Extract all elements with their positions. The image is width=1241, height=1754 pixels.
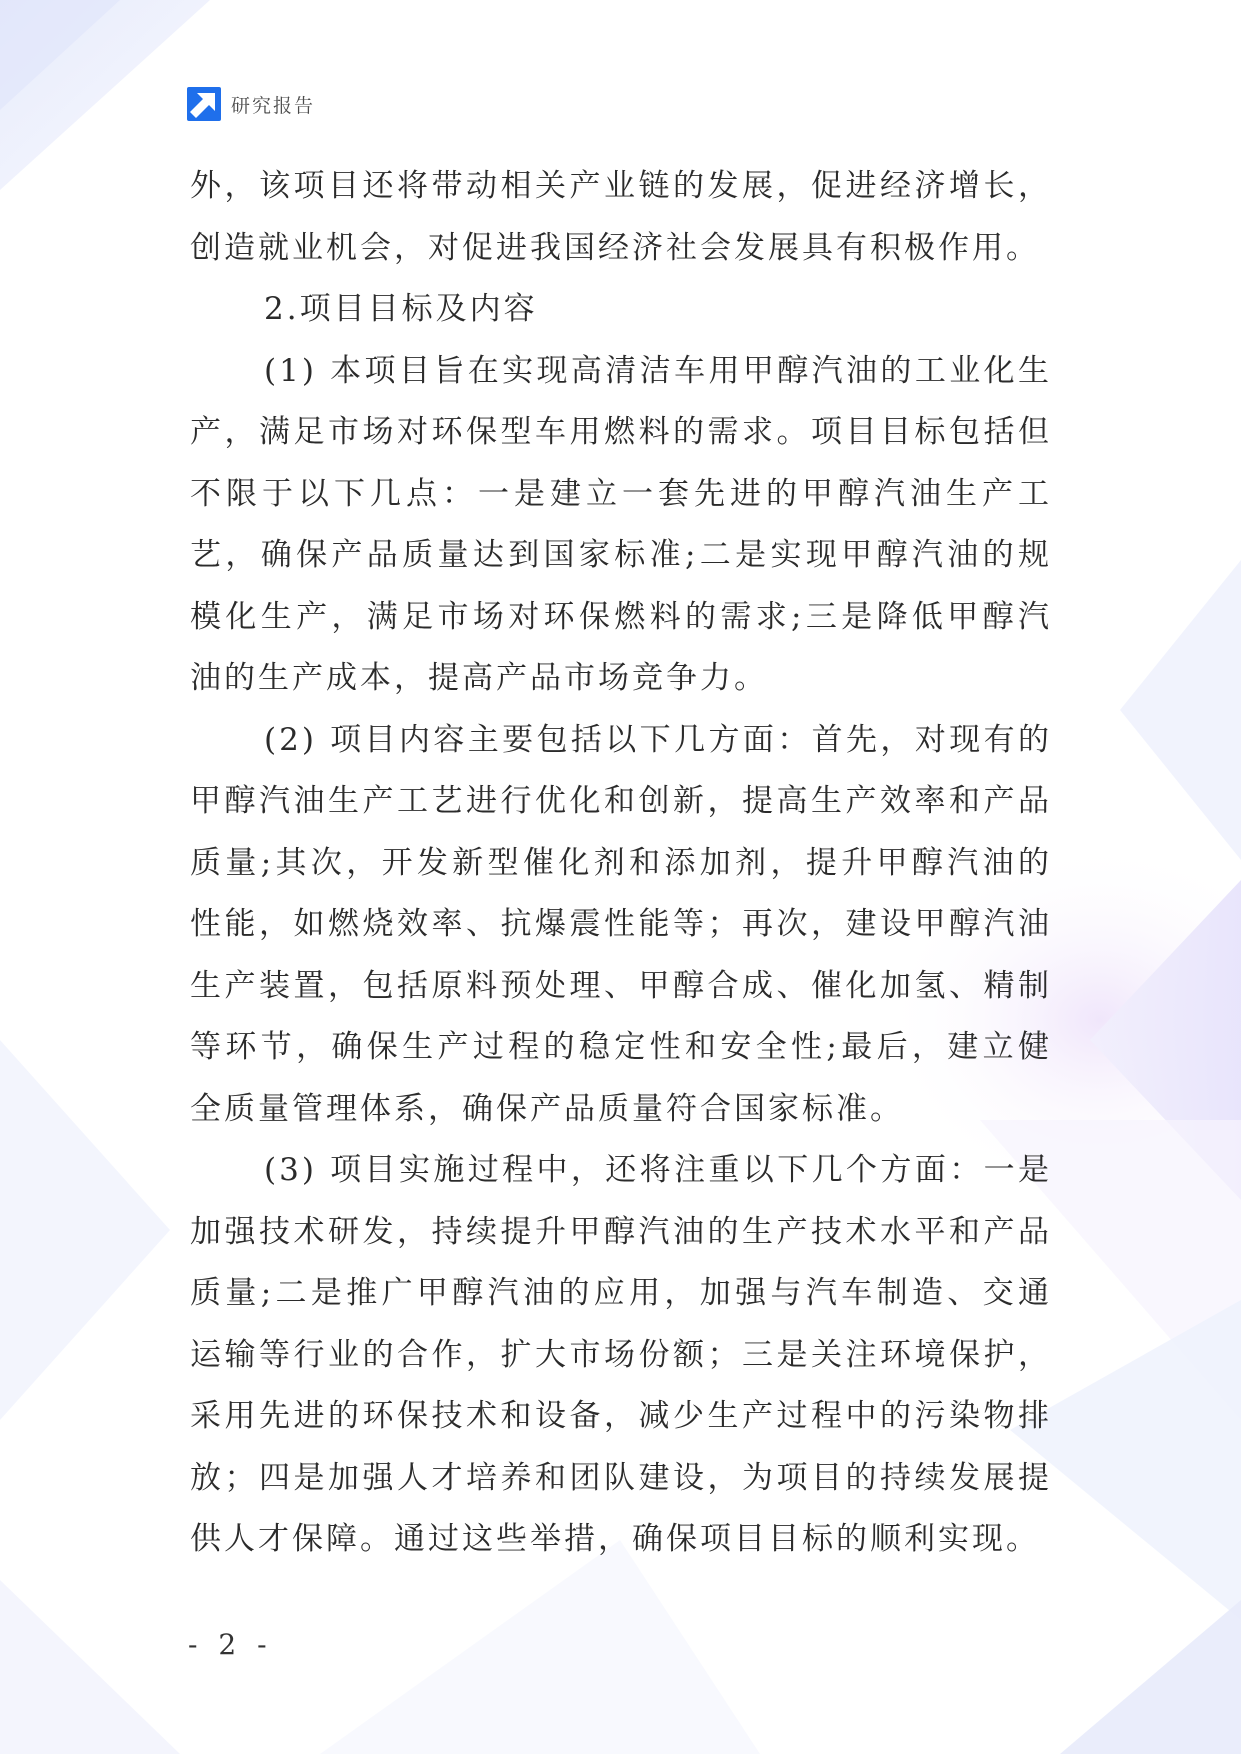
arrow-up-right-icon (187, 87, 221, 121)
paragraph-item-2: (2) 项目内容主要包括以下几方面：首先，对现有的甲醇汽油生产工艺进行优化和创新，提高生产效率和产品质量;其次，开发新型催化剂和添加剂，提升甲醇汽油的性能，如燃烧效率、抗爆震性能等；再次，建设甲醇汽油生产装置，包括原料预处理、甲醇合成、催化加氢、精制等环节，确保生产过程的稳定性和安全性;最后，建立健全质量管理体系，确保产品质量符合国家标准。 (190, 721, 1052, 1127)
paragraph-item-1: (1) 本项目旨在实现高清洁车用甲醇汽油的工业化生产，满足市场对环保型车用燃料的需求。项目目标包括但不限于以下几点：一是建立一套先进的甲醇汽油生产工艺，确保产品质量达到国家标准;二是实现甲醇汽油的规模化生产，满足市场对环保燃料的需求;三是降低甲醇汽油的生产成本，提高产品市场竞争力。 (190, 352, 1052, 696)
report-header (187, 86, 315, 122)
page-number: - 2 - (188, 1628, 273, 1661)
document-body (190, 156, 1052, 1571)
section-heading: 2.项目目标及内容 (264, 291, 538, 327)
paragraph-continuation: 外，该项目还将带动相关产业链的发展，促进经济增长，创造就业机会，对促进我国经济社会发展具有积极作用。 (190, 168, 1052, 266)
paragraph-item-3: (3) 项目实施过程中，还将注重以下几个方面：一是加强技术研发，持续提升甲醇汽油的生产技术水平和产品质量;二是推广甲醇汽油的应用，加强与汽车制造、交通运输等行业的合作，扩大市场份额；三是关注环境保护，采用先进的环保技术和设备，减少生产过程中的污染物排放；四是加强人才培养和团队建设，为项目的持续发展提供人才保障。通过这些举措，确保项目目标的顺利实现。 (190, 1152, 1052, 1557)
header-title: 研究报告 (231, 94, 316, 117)
